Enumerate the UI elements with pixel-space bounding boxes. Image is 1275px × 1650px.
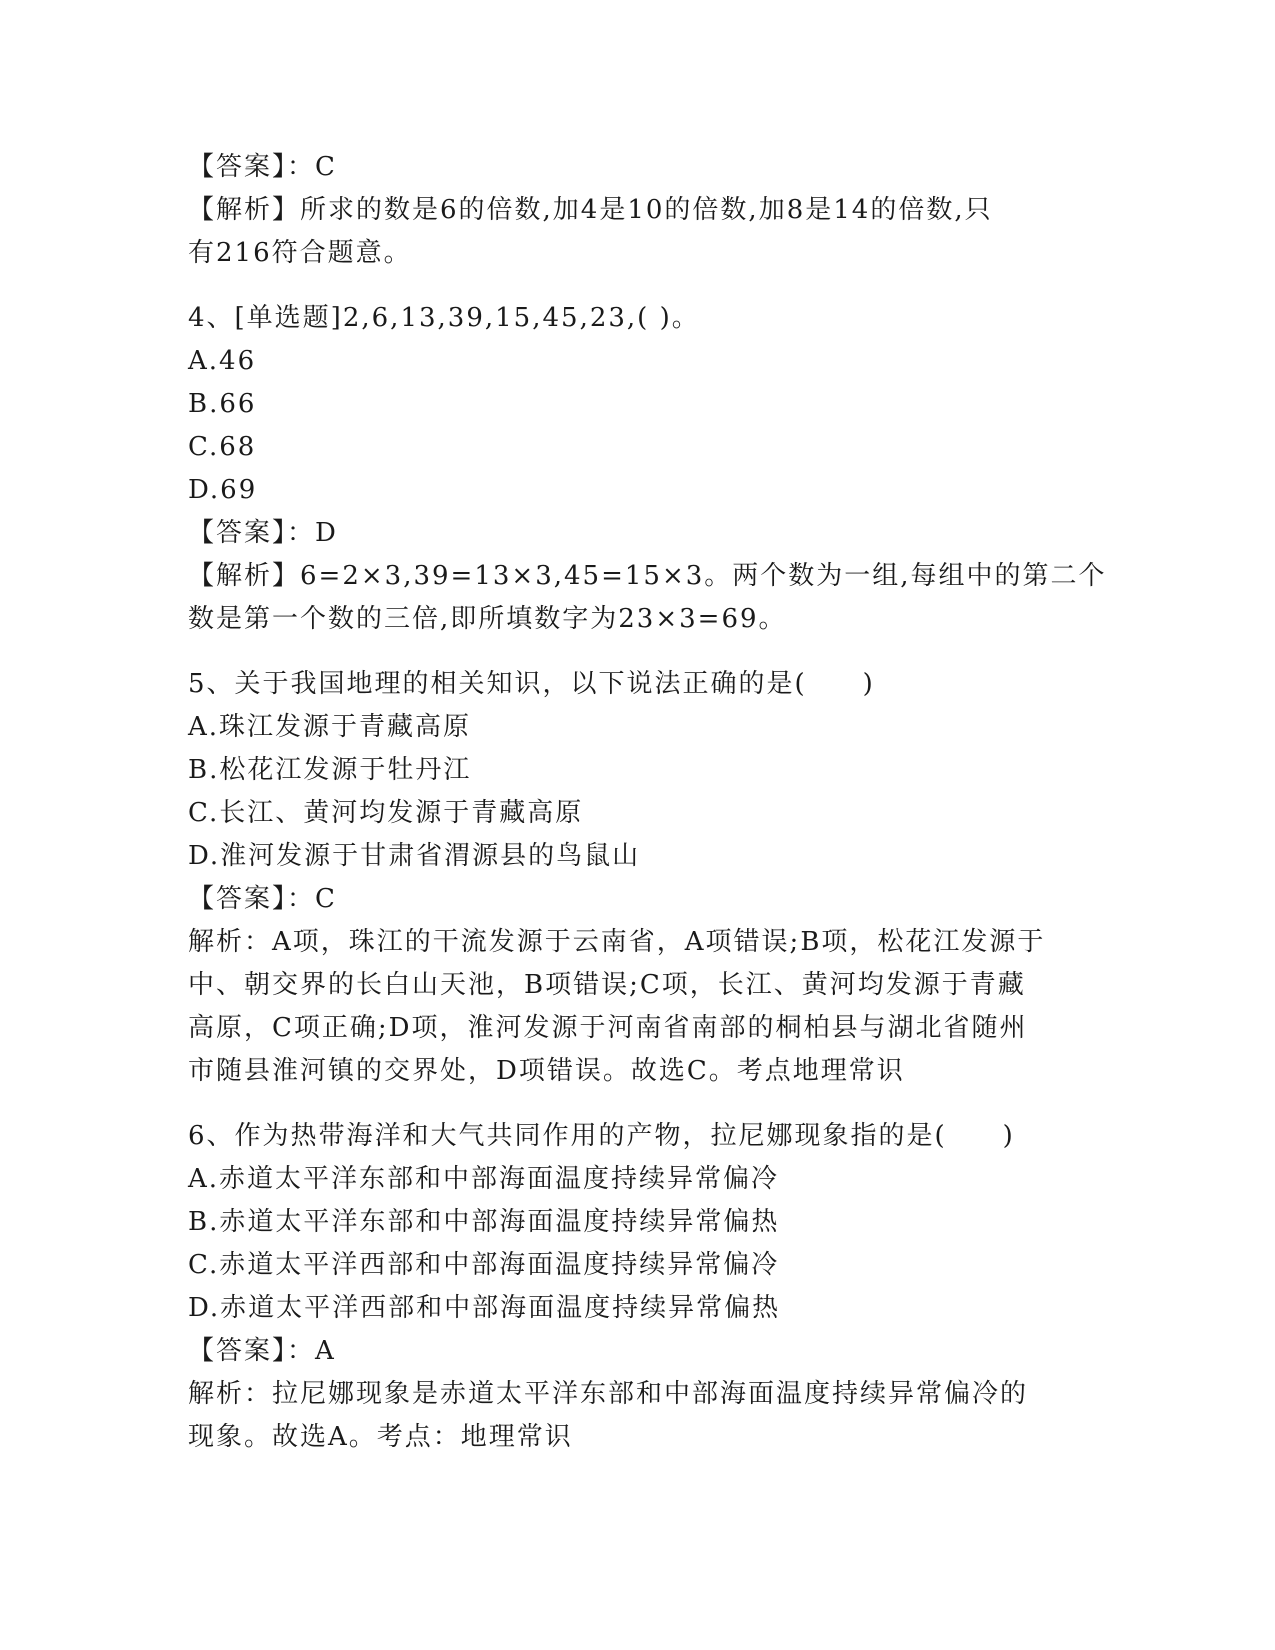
block-gap	[188, 1093, 1088, 1115]
option-d: D.69	[188, 475, 258, 505]
option-c: C.赤道太平洋西部和中部海面温度持续异常偏冷	[188, 1250, 780, 1280]
question-block-4	[188, 297, 1107, 641]
answer-line: 【答案】：C	[188, 884, 337, 914]
option-c: C.长江、黄河均发源于青藏高原	[188, 798, 584, 828]
answer-block-q3	[188, 146, 1088, 275]
explanation-line: 【解析】所求的数是6的倍数,加4是10的倍数,加8是14的倍数,只	[188, 195, 993, 225]
explanation-line: 中、朝交界的长白山天池，B项错误;C项，长江、黄河均发源于青藏	[188, 970, 1026, 1000]
option-d: D.赤道太平洋西部和中部海面温度持续异常偏热	[188, 1293, 781, 1323]
block-gap	[188, 275, 1088, 297]
explanation-line: 有216符合题意。	[188, 238, 412, 268]
option-c: C.68	[188, 432, 257, 462]
question-title: 5、关于我国地理的相关知识，以下说法正确的是( )	[188, 669, 875, 699]
option-a: A.赤道太平洋东部和中部海面温度持续异常偏冷	[188, 1164, 780, 1194]
answer-line: 【答案】：D	[188, 518, 338, 548]
option-d: D.淮河发源于甘肃省渭源县的鸟鼠山	[188, 841, 641, 871]
answer-line: 【答案】：A	[188, 1336, 336, 1366]
option-a: A.珠江发源于青藏高原	[188, 712, 472, 742]
explanation-line: 【解析】6=2×3,39=13×3,45=15×3。两个数为一组,每组中的第二个	[188, 561, 1107, 591]
question-title: 6、作为热带海洋和大气共同作用的产物，拉尼娜现象指的是( )	[188, 1121, 1015, 1151]
option-b: B.66	[188, 389, 257, 419]
explanation-line: 高原，C项正确;D项，淮河发源于河南省南部的桐柏县与湖北省随州	[188, 1013, 1028, 1043]
option-b: B.赤道太平洋东部和中部海面温度持续异常偏热	[188, 1207, 780, 1237]
question-block-5	[188, 663, 1088, 1093]
explanation-line: 解析：A项，珠江的干流发源于云南省，A项错误;B项，松花江发源于	[188, 927, 1046, 957]
document-content	[188, 146, 1107, 1459]
block-gap	[188, 641, 1088, 663]
question-block-6	[188, 1115, 1088, 1459]
option-a: A.46	[188, 346, 257, 376]
explanation-line: 市随县淮河镇的交界处，D项错误。故选C。考点地理常识	[188, 1056, 905, 1086]
answer-line: 【答案】：C	[188, 152, 337, 182]
explanation-line: 解析：拉尼娜现象是赤道太平洋东部和中部海面温度持续异常偏冷的	[188, 1379, 1029, 1409]
option-b: B.松花江发源于牡丹江	[188, 755, 472, 785]
question-title: 4、[单选题]2,6,13,39,15,45,23,( )。	[188, 303, 700, 333]
explanation-line: 数是第一个数的三倍,即所填数字为23×3=69。	[188, 604, 787, 634]
explanation-line: 现象。故选A。考点：地理常识	[188, 1422, 573, 1452]
